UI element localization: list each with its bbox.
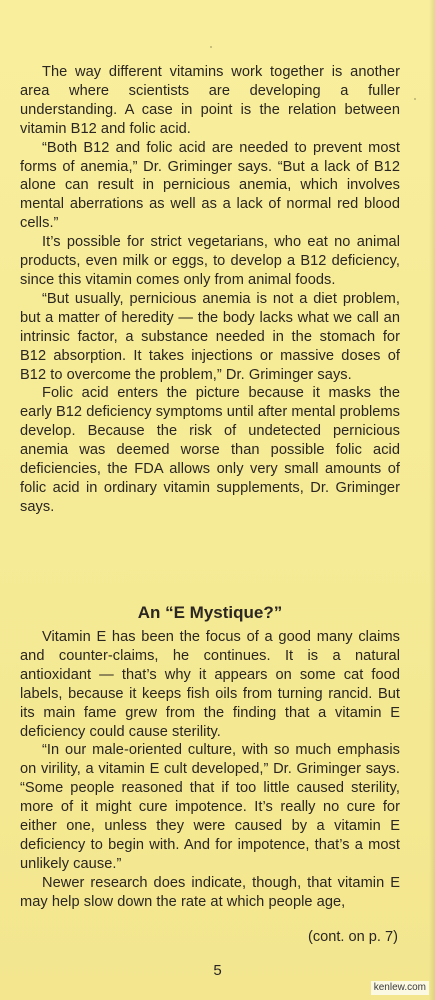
article-paragraph: “Both B12 and folic acid are needed to prevent most forms of anemia,” Dr. Griminger says. “But a lack of B12 alone can result in pernicious anemia, which involves mental aberrations as well as a lack of normal red blood cells.” — [20, 139, 400, 232]
article-paragraph: The way different vitamins work together is another area where scientists are developing a fuller understanding. A case in point is the relation between vitamin B12 and folic acid. — [20, 64, 400, 137]
article-paragraph: It’s possible for strict vegetarians, who eat no animal products, even milk or eggs, to develop a B12 deficiency, since this vitamin comes only from animal foods. — [20, 234, 400, 288]
page-number: 5 — [213, 962, 222, 979]
article-paragraph: Newer research does indicate, though, that vitamin E may help slow down the rate at which people age, — [20, 874, 400, 910]
watermark: kenlew.com — [371, 981, 429, 995]
page-edge-shadow — [429, 0, 435, 1000]
continued-note: (cont. on p. 7) — [307, 929, 398, 945]
section-heading: An “E Mystique?” — [137, 603, 283, 622]
article-body — [20, 63, 400, 517]
article-paragraph: Folic acid enters the picture because it masks the early B12 deficiency symptoms until after mental problems develop. Because the risk of undetected pernicious anemia was deemed worse than possible folic acid deficiencies, the FDA allows only very small amounts of folic acid in ordinary vitamin supplements, Dr. Griminger says. — [20, 385, 401, 515]
paper-speck — [210, 46, 212, 48]
e-mystique-section — [20, 602, 400, 912]
article-paragraph: “In our male-oriented culture, with so much emphasis on virility, a vitamin E cult developed,” Dr. Griminger says. “Some people reasoned that if too little caused sterility, more of it might cure impotence. It’s really no cure for either one, unless they were caused by a vitamin E deficiency to begin with. And for impotence, that’s a most unlikely cause.” — [20, 742, 400, 872]
article-paragraph: “But usually, pernicious anemia is not a diet problem, but a matter of heredity — the body lacks what we call an intrinsic factor, a substance needed in the stomach for B12 absorption. It takes injections or massive doses of B12 to overcome the problem,” Dr. Griminger says. — [20, 290, 400, 383]
article-paragraph: Vitamin E has been the focus of a good many claims and counter-claims, he continues. It is a natural antioxidant — that’s why it appears on some cat food labels, because it keeps fish oils from turning rancid. But its main fame grew from the finding that a vitamin E deficiency could cause sterility. — [20, 629, 400, 740]
paper-speck — [414, 98, 416, 100]
